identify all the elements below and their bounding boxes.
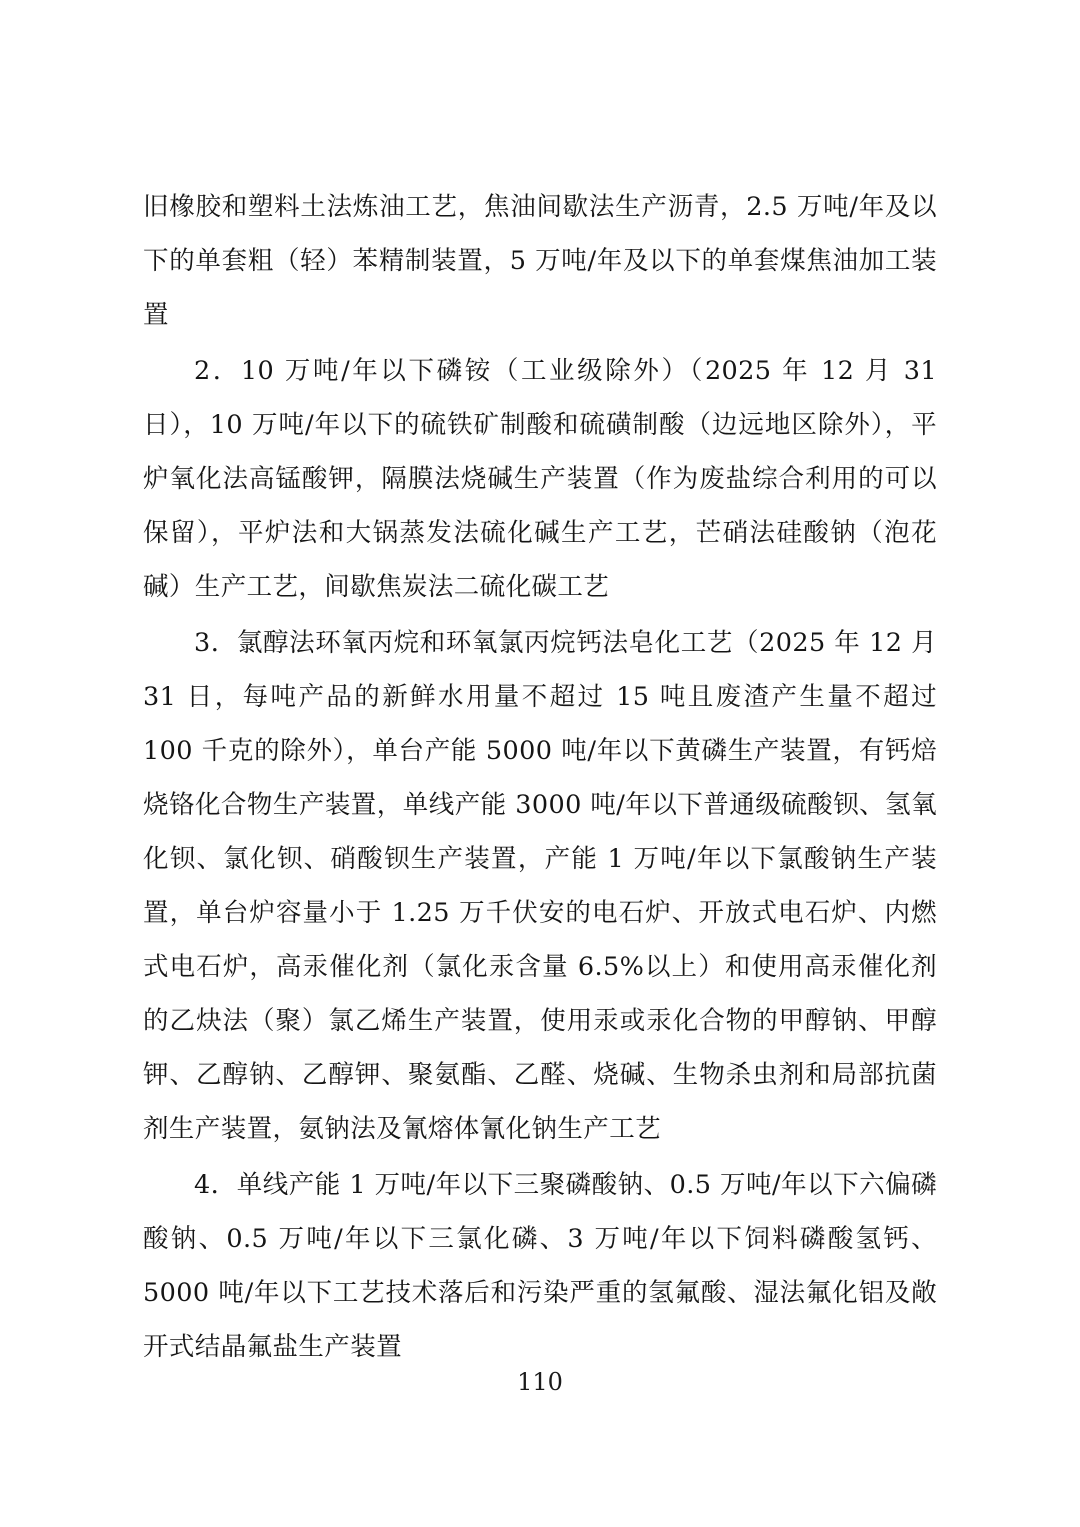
paragraph-item-2: 2．10 万吨/年以下磷铵（工业级除外）（2025 年 12 月 31 日），10 万吨/年以下的硫铁矿制酸和硫磺制酸（边远地区除外），平炉氧化法高锰酸钾，隔膜法烧碱生产装置（作为废盐综合利用的可以保留），平炉法和大锅蒸发法硫化碱生产工艺，芒硝法硅酸钠（泡花碱）生产工艺，间歇焦炭法二硫化碳工艺: [143, 356, 937, 602]
paragraph-item-4: 4．单线产能 1 万吨/年以下三聚磷酸钠、0.5 万吨/年以下六偏磷酸钠、0.5 万吨/年以下三氯化磷、3 万吨/年以下饲料磷酸氢钙、5000 吨/年以下工艺技术落后和污染严重的氢氟酸、湿法氟化铝及敞开式结晶氟盐生产装置: [143, 1170, 937, 1362]
page-number: 110: [517, 1368, 563, 1396]
paragraph-item-3: 3．氯醇法环氧丙烷和环氧氯丙烷钙法皂化工艺（2025 年 12 月 31 日，每吨产品的新鲜水用量不超过 15 吨且废渣产生量不超过 100 千克的除外），单台产能 5000 吨/年以下黄磷生产装置，有钙焙烧铬化合物生产装置，单线产能 3000 吨/年以下普通级硫酸钡、氢氧化钡、氯化钡、硝酸钡生产装置，产能 1 万吨/年以下氯酸钠生产装置，单台炉容量小于 1.25 万千伏安的电石炉、开放式电石炉、内燃式电石炉，高汞催化剂（氯化汞含量 6.5%以上）和使用高汞催化剂的乙炔法（聚）氯乙烯生产装置，使用汞或汞化合物的甲醇钠、甲醇钾、乙醇钠、乙醇钾、聚氨酯、乙醛、烧碱、生物杀虫剂和局部抗菌剂生产装置，氨钠法及氰熔体氰化钠生产工艺: [143, 628, 937, 1144]
paragraph-continued: 旧橡胶和塑料土法炼油工艺，焦油间歇法生产沥青，2.5 万吨/年及以下的单套粗（轻）苯精制装置，5 万吨/年及以下的单套煤焦油加工装置: [143, 192, 937, 330]
page-body: [143, 180, 937, 1374]
